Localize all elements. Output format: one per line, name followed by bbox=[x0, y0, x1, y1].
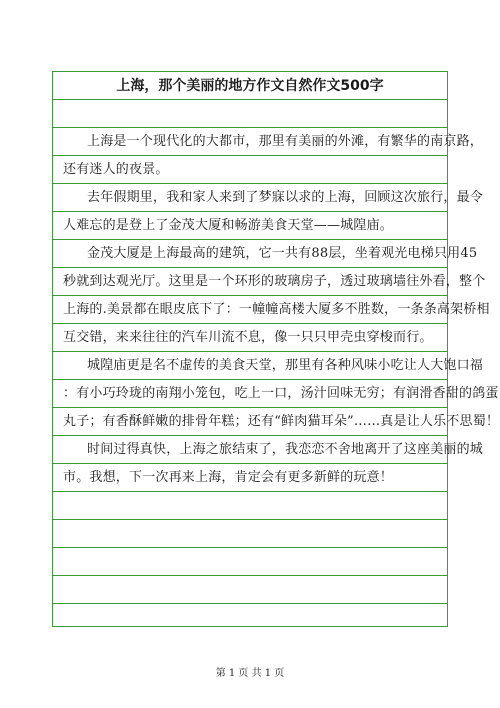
text-line: 丸子；有香酥鲜嫩的排骨年糕；还有“鲜肉猫耳朵”……真是让人乐不思蜀！ bbox=[53, 408, 447, 436]
blank-line bbox=[53, 548, 447, 576]
page-number: 第 1 页 共 1 页 bbox=[215, 668, 285, 679]
text-line: 人难忘的是登上了金茂大厦和畅游美食天堂——城隍庙。 bbox=[53, 212, 447, 240]
text-line: 秒就到达观光厅。这里是一个环形的玻璃房子，透过玻璃墙往外看，整个 bbox=[53, 268, 447, 296]
text-line: 城隍庙更是名不虚传的美食天堂，那里有各种风味小吃让人大饱口福 bbox=[53, 352, 447, 380]
blank-line bbox=[53, 492, 447, 520]
text-line: 金茂大厦是上海最高的建筑，它一共有88层，坐着观光电梯只用45 bbox=[53, 240, 447, 268]
blank-line bbox=[53, 520, 447, 548]
text-line: 上海是一个现代化的大都市，那里有美丽的外滩，有繁华的南京路， bbox=[53, 128, 447, 156]
text-line: 互交错，来来往往的汽车川流不息，像一只只甲壳虫穿梭而行。 bbox=[53, 324, 447, 352]
lined-paper bbox=[52, 71, 500, 627]
text-line: ：有小巧玲珑的南翔小笼包，吃上一口，汤汁回味无穷；有润滑香甜的鸽蛋 bbox=[53, 380, 447, 408]
text-line: 还有迷人的夜景。 bbox=[53, 156, 447, 184]
text-line: 时间过得真快，上海之旅结束了，我恋恋不舍地离开了这座美丽的城 bbox=[53, 436, 447, 464]
text-line: 市。我想，下一次再来上海，肯定会有更多新鲜的玩意！ bbox=[53, 464, 447, 492]
blank-line bbox=[53, 576, 447, 604]
text-line: 上海的.美景都在眼皮底下了：一幢幢高楼大厦多不胜数，一条条高架桥相 bbox=[53, 296, 447, 324]
blank-line bbox=[53, 100, 447, 128]
document-title: 上海，那个美丽的地方作文自然作文500字 bbox=[53, 72, 447, 100]
blank-line bbox=[53, 604, 447, 632]
text-line: 去年假期里，我和家人来到了梦寐以求的上海，回顾这次旅行，最令 bbox=[53, 184, 447, 212]
